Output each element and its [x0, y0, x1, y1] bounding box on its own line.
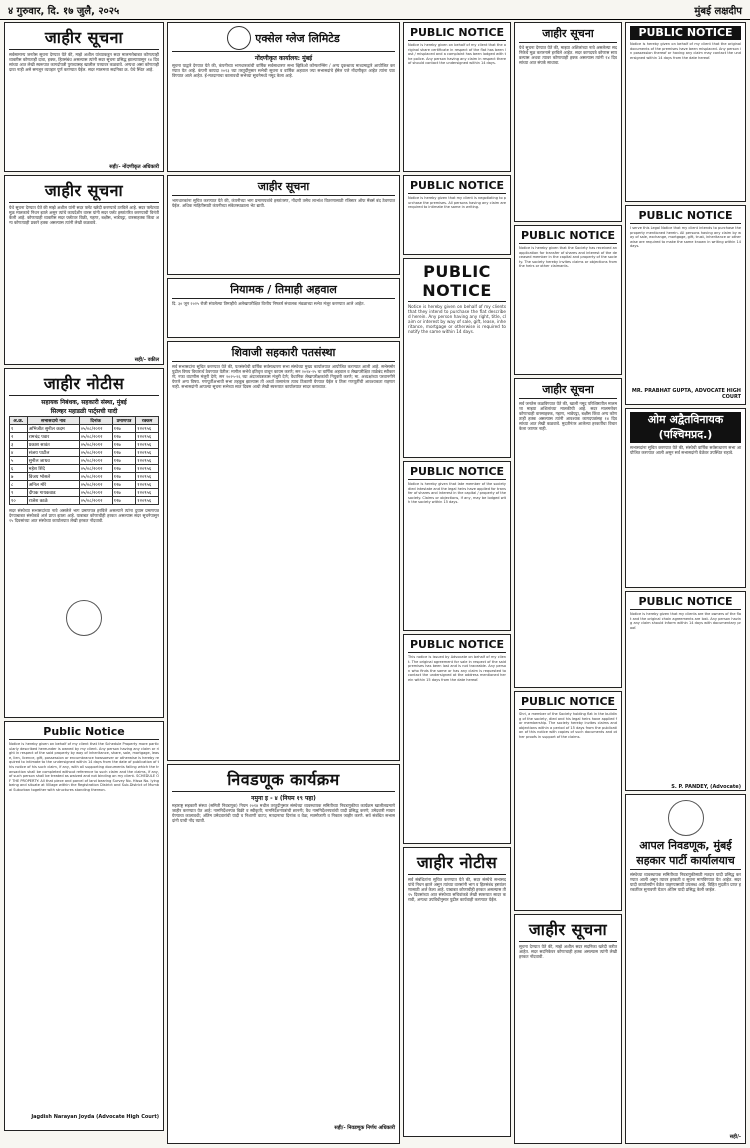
notice-3-table-title: सिल्व्हर महाडळी पार्ट्सची यादी [50, 408, 118, 415]
ad-5-body: महाराष्ट्र सहकारी संस्था (समिती निवडणूक) नियम २०१४ मधील तरतुदीनुसार संस्थेच्या व्यवस्थापक समितीच्या निवडणुकीचा कार्यक्रम खालीलप्रमाणे जाहीर करण्यात येत आहे: नामनिर्देशनपत्र विक्री व स्वीकृती; नामनिर्देशनपत्रांची छाननी; वैध नामनिर्देशनपत्रांची यादी प्रसिद्ध करणे; उमेदवारी माघार घेण्याचा कालावधी; अंतिम उमेदवारांची यादी व निशाणी वाटप; मतदानाचा दिनांक व वेळ; मतमोजणी व निकाल जाहीर करणे. सर्व संबंधित सभासदांनी याची नोंद घ्यावी. [172, 803, 395, 823]
newspaper-brand: मुंबई लक्षदीप [694, 5, 742, 17]
ad-1-title-text: एक्सेल ग्लेज लिमिटेड [255, 31, 340, 45]
notice-p2 [403, 175, 511, 255]
notice-4-signature: Jagdish Narayan Joyda (Advocate High Court) [31, 1114, 159, 1120]
table-cell: ६ [10, 465, 28, 473]
column-2 [167, 22, 400, 1144]
notice-p4-body: This notice is issued by Advocate on behalf of my client. The original agreement for sale in respect of the said premises has been lost and is not traceable. Any person who finds the same or has any claim is requested to contact the undersigned at the address mentioned herein within 15 days from the date hereof. [408, 655, 506, 682]
table-cell: रामचंद्र पवार [27, 433, 79, 441]
table-cell: १२७ [112, 425, 136, 433]
table-row [10, 433, 159, 441]
notice-r4-signature: S. P. PANDEY, (Advocate) [671, 784, 741, 790]
table-cell: ८ [10, 481, 28, 489]
table-cell: १२०९५६ [136, 481, 159, 489]
notice-p4 [403, 634, 511, 844]
table-cell: १ [10, 425, 28, 433]
notice-r1 [625, 22, 746, 202]
column-5 [625, 22, 746, 1144]
page-header [0, 0, 750, 20]
table-cell: प्रकाश सावंत [27, 441, 79, 449]
notice-q1 [514, 22, 622, 222]
table-cell: संजय पाटील [27, 449, 79, 457]
column-4 [514, 22, 622, 1144]
emblem-seal [668, 800, 704, 836]
notice-q2-body: Notice is hereby given that the Society has received an application for transfer of shares and interest of the deceased member in the capital and property of the society. The society hereby invites claims or objections from the heirs or other claimants. [519, 246, 617, 269]
table-cell: १२०९५६ [136, 489, 159, 497]
notice-p4-title: PUBLIC NOTICE [409, 638, 505, 651]
notice-q3-title: जाहीर सूचना [519, 382, 617, 399]
notice-p2-title: PUBLIC NOTICE [409, 179, 505, 192]
notice-q4 [514, 691, 622, 911]
notice-p5-body: सर्व संबंधितांना सूचित करण्यात येते की, सदर संस्थेचे सभासद यांचे निधन झाले असून त्यांच्या वारसांनी भाग व हितसंबंध हस्तांतरणासाठी अर्ज केला आहे. याबाबत कोणाचीही हरकत असल्यास ती १५ दिवसांच्या आत संस्थेच्या सचिवांकडे लेखी स्वरूपात सादर करावी, अन्यथा उपविधीनुसार पुढील कार्यवाही करण्यात येईल. [408, 877, 507, 902]
notice-p5 [403, 847, 511, 1137]
notice-r2-title: PUBLIC NOTICE [630, 209, 741, 224]
company-logo [227, 26, 251, 50]
ad-2 [167, 175, 400, 275]
notice-r2-body: I serve this Legal Notice that my client intends to purchase the property mentioned herein. All persons having any claim by way of sale, exchange, mortgage, gift, trust, inheritance or otherwise are required to make the same known in writing within 14 days. [630, 226, 741, 249]
table-cell: १० [10, 497, 28, 505]
notice-big [403, 258, 511, 458]
notice-r2 [625, 205, 746, 405]
notice-r5 [625, 794, 746, 1144]
table-cell: १२७ [112, 457, 136, 465]
table-cell: राजेश काळे [27, 497, 79, 505]
notice-r4-body: Notice is hereby given that my clients are the owners of the flat and the original chain agreements are lost. Any person having any claim should inform within 14 days with documentary proof. [630, 612, 741, 630]
notice-q4-body: Shri, a member of the Society holding flat in the building of the society, died and his legal heirs have applied for membership. The society hereby invites claims and objections within a period of 15 days from the publication of this notice with copies of such documents and other proofs in support of the claims. [519, 712, 617, 739]
notice-r5-signature: सही/- [729, 1134, 741, 1140]
table-cell: ३ [10, 441, 28, 449]
ad-3-title: नियामक / तिमाही अहवाल [172, 282, 395, 299]
table-cell: १२०९५६ [136, 497, 159, 505]
table-cell: १२०९५६ [136, 457, 159, 465]
notice-3-title: जाहीर नोटीस [9, 372, 159, 396]
table-row [10, 441, 159, 449]
table-cell: १२७ [112, 473, 136, 481]
ad-5-subtitle: नमुना इ - ४ (नियम १९ पहा) [251, 795, 316, 802]
table-cell: ०५/०८/२०१२ [79, 441, 112, 449]
table-cell: १२०९५६ [136, 473, 159, 481]
notice-r4-title: PUBLIC NOTICE [630, 595, 741, 610]
notice-big-body: Notice is hereby given on behalf of my clients that they intend to purchase the flat described herein. Any person having any right, title, claim or interest by way of sale, gift, lease, inheritance, mortgage or otherwise is required to notify the same within 14 days. [408, 304, 506, 334]
notice-r3 [625, 408, 746, 588]
notice-3-subtitle: सहायक निबंधक, सहकारी संस्था, मुंबई [41, 399, 127, 406]
table-cell: ७ [10, 473, 28, 481]
notice-r3-title: ओम अद्वैतविनायक (पश्चिमप्रद.) [630, 412, 741, 443]
table-cell: १२०९५६ [136, 433, 159, 441]
notice-r5-body: संस्थेच्या व्यवस्थापक समितीच्या निवडणुकीसाठी मतदार यादी प्रसिद्ध करण्यात आली असून त्यावर हरकती व सूचना मागविण्यात येत आहेत. सदर यादी कार्यालयीन वेळेत पाहण्यासाठी उपलब्ध आहे. विहित मुदतीत प्राप्त हरकतींवर सुनावणी घेऊन अंतिम यादी प्रसिद्ध केली जाईल. [630, 872, 741, 892]
page-label: ४ गुरुवार, दि. १७ जुलै, २०२५ [8, 5, 120, 17]
notice-q5-body: सूचना देण्यात येते की, माझे अशील सदर सदनिका खरेदी करीत आहेत. सदर सदनिकेवर कोणाचाही हक्क असल्यास त्यांनी लेखी हरकत नोंदवावी. [519, 944, 617, 959]
table-row [10, 425, 159, 433]
notice-3-body: सदर संस्थेच्या सभासदांच्या नावे असलेले भाग प्रमाणपत्र हरविले असल्याने त्यांना दुय्यम प्रमाणपत्र देण्याबाबत संस्थेकडे अर्ज प्राप्त झाला आहे. याबाबत कोणाचीही हरकत असल्यास सदर सूचनेपासून १५ दिवसांच्या आत संस्थेच्या कार्यालयात लेखी हरकत नोंदवावी. [9, 508, 159, 523]
table-cell: १२७ [112, 449, 136, 457]
table-cell: १२७ [112, 489, 136, 497]
notice-q1-title: जाहीर सूचना [519, 26, 617, 43]
notice-1-body: सर्वसामान्य जनतेस सूचना देण्यात येते की, माझे अशील यांच्याकडून सदर मालमत्तेबाबत कोणत्याही व्यक्तीस कोणताही दावा, हक्क, हितसंबंध असल्यास त्यांनी सदर सूचना प्रसिद्ध झाल्यापासून १४ दिवसांच्या आत लेखी स्वरूपात कागदोपत्री पुराव्यासह खालील पत्त्यावर कळवावे. अन्यथा असा कोणताही दावा नाही असे समजून व्यवहार पूर्ण करण्यात येईल. सदर मालमत्ता सदनिका क्र. येथे स्थित आहे. [9, 52, 159, 72]
notice-2-body: येथे सूचना देण्यात येते की माझे अशील यांनी सदर फ्लॅट खरेदी करण्याचे ठरविले आहे. सदर फ्लॅटच्या मूळ मालकाचे निधन झाले असून त्यांचे कायदेशीर वारस यांनी सदर फ्लॅट हस्तांतरित करण्याची विनंती केली आहे. कोणत्याही व्यक्तीस सदर फ्लॅटवर विक्री, गहाण, बक्षीस, भाडेपट्टा, वारसाहक्क किंवा अन्य कोणत्याही प्रकारे हक्क असल्यास त्यांनी लेखी कळवावे. [9, 205, 159, 225]
table-row [10, 481, 159, 489]
official-seal [66, 600, 102, 636]
table-cell: ०५/०८/२०१२ [79, 497, 112, 505]
table-row [10, 473, 159, 481]
table-cell: विजय भोसले [27, 473, 79, 481]
notice-big-title: PUBLIC NOTICE [408, 262, 506, 302]
table-cell: ०५/०८/२०१२ [79, 481, 112, 489]
notice-r2-signature: MR. PRABHAT GUPTA, ADVOCATE HIGH COURT [631, 388, 741, 400]
notice-p1 [403, 22, 511, 172]
notice-p3 [403, 461, 511, 631]
ad-5 [167, 764, 400, 1144]
table-cell: अनिल मोरे [27, 481, 79, 489]
table-cell: १२७ [112, 433, 136, 441]
table-row [10, 457, 159, 465]
ad-1-subtitle: नोंदणीकृत कार्यालय: मुंबई [254, 55, 313, 62]
notice-r3-body: सभासदांना सूचित करण्यात येते की, संस्थेची वार्षिक सर्वसाधारण सभा आयोजित करण्यात आली असून सर्व सभासदांनी वेळेवर उपस्थित राहावे. [630, 445, 741, 455]
table-cell: १२०९५६ [136, 441, 159, 449]
table-cell: ०५/०८/२०१२ [79, 425, 112, 433]
table-row [10, 489, 159, 497]
table-row [10, 497, 159, 505]
table-cell: १२०९५६ [136, 449, 159, 457]
column-1 [4, 22, 164, 1144]
table-header-cell: सभासदाचे नाव [27, 417, 79, 425]
table-cell: ९ [10, 489, 28, 497]
notice-q4-title: PUBLIC NOTICE [520, 695, 616, 708]
ad-3-body: दि. ३० जून २०२५ रोजी संपलेल्या तिमाहीचे अलेखापरीक्षित वित्तीय निष्कर्ष संचालक मंडळाच्या सभेत मंजूर करण्यात आले आहेत. [172, 301, 365, 306]
table-header-cell: रक्कम [136, 417, 159, 425]
notice-q2 [514, 225, 622, 375]
notice-q5-title: जाहीर सूचना [519, 918, 617, 942]
ad-5-signature: सही/- निवडणूक निर्णय अधिकारी [334, 1125, 395, 1131]
notice-4-body: Notice is hereby given on behalf of my client that the Schedule Property more particularly described hereunder is owned by my client. Any person having any claim or right in respect of the said property by way of inheritance, share, sale, mortgage, lease, lien, licence, gift, possession or encumbrance howsoever or otherwise is hereby required to intimate to the undersigned within 14 days from the date of publication of this notice of his such claim, if any, with all supporting documents failing which the transaction shall be completed without reference to such claim and the claims, if any, of such person shall be treated as waived and not binding on my client. SCHEDULE OF THE PROPERTY: All that piece and parcel of land bearing Survey No. Hissa No. lying being and situate at Village within the Registration District and Sub-District of Mumbai Suburban together with structures standing thereon. [9, 742, 159, 792]
ad-5-title: निवडणूक कार्यक्रम [172, 768, 395, 792]
table-cell: ०५/०८/२०१२ [79, 489, 112, 497]
table-cell: ०५/०८/२०१२ [79, 457, 112, 465]
table-cell: महेश शिंदे [27, 465, 79, 473]
notice-r1-title: PUBLIC NOTICE [630, 26, 741, 40]
ad-4 [167, 341, 400, 761]
table-cell: ०५/०८/२०१२ [79, 465, 112, 473]
table-cell: ५ [10, 457, 28, 465]
ad-1-body: सूचना याद्वारे देण्यात येते की, कंपनीच्या भागधारकांची वार्षिक सर्वसाधारण सभा व्हिडिओ कॉन्फरन्सिंग / अन्य दृकश्राव्य माध्यमाद्वारे आयोजित करण्यात येत आहे. कंपनी कायदा २०१३ च्या तरतुदींनुसार सभेची सूचना व वार्षिक अहवाल ज्या सभासदांचे ईमेल पत्ते नोंदणीकृत आहेत त्यांना पाठविण्यात आले आहेत. ई-मतदानाचा कालावधी सभेच्या सूचनेमध्ये नमूद केला आहे. [172, 63, 395, 78]
table-cell: १२०९५६ [136, 465, 159, 473]
table-row [10, 465, 159, 473]
notice-p3-title: PUBLIC NOTICE [409, 465, 505, 478]
notice-q5 [514, 914, 622, 1144]
table-row [10, 449, 159, 457]
notice-p5-title: जाहीर नोटीस [408, 851, 506, 875]
table-header-cell: अ.क्र. [10, 417, 28, 425]
table-header-cell: दिनांक [79, 417, 112, 425]
notice-r4 [625, 591, 746, 791]
members-table [9, 416, 159, 505]
notice-q3-body: सर्व जनतेस कळविण्यात येते की, खाली नमूद परिशिष्टातील मालमत्ता माझ्या अशिलांच्या मालकीची आहे. सदर मालमत्तेवर कोणाचाही वारसाहक्क, गहाण, भाडेपट्टा, बक्षीस किंवा अन्य कोणताही हक्क असल्यास त्यांनी आवश्यक कागदपत्रांसह १४ दिवसांच्या आत लेखी कळवावे. मुदतीनंतर आलेल्या हरकतींचा विचार केला जाणार नाही. [519, 401, 617, 431]
table-cell: १२०९५६ [136, 425, 159, 433]
ad-1-title [172, 26, 395, 52]
notice-r5-title: आपल निवडणूक, मुंबई सहकार पार्टी कार्यालयाच [630, 838, 741, 870]
notice-4 [4, 721, 164, 1131]
notice-p1-title: PUBLIC NOTICE [409, 26, 505, 39]
ad-4-title: शिवाजी सहकारी पतसंस्था [172, 345, 395, 362]
notice-2-signature: सही/- वकील [134, 357, 159, 363]
table-cell: ४ [10, 449, 28, 457]
table-cell: ०५/०८/२०१२ [79, 433, 112, 441]
notice-3 [4, 368, 164, 718]
ad-2-title: जाहीर सूचना [172, 179, 395, 196]
table-cell: १२७ [112, 481, 136, 489]
notice-1 [4, 22, 164, 172]
notice-q3 [514, 378, 622, 688]
notice-2-title: जाहीर सूचना [9, 179, 159, 203]
table-cell: १२७ [112, 497, 136, 505]
ad-2-body: भागधारकांना सूचित करण्यात येते की, कंपनीच्या भाग प्रमाणपत्रांचे हस्तांतरण, नोंदणी तसेच लाभांश वितरणासाठी रजिस्टर ऑफ मेंबर्स बंद ठेवण्यात येईल. अधिक माहितीसाठी कंपनीच्या संकेतस्थळाला भेट द्यावी. [172, 198, 395, 208]
notice-r1-body: Notice is hereby given on behalf of my client that the original documents of the premises have been misplaced. Any person in possession thereof or having any claim may contact the undersigned within 14 days from the date hereof. [630, 42, 741, 60]
notice-q1-body: येथे सूचना देण्यात येते की, माझ्या अशिलांच्या नावे असलेल्या सदनिकेचे मूळ करारनामे हरविले आहेत. सदर कागदपत्रे कोणास सापडल्यास अथवा त्यावर कोणाचाही हक्क असल्यास त्यांनी १४ दिवसांच्या आत संपर्क साधावा. [519, 45, 617, 65]
table-cell: ०५/०८/२०१२ [79, 473, 112, 481]
table-cell: १२७ [112, 441, 136, 449]
notice-p3-body: Notice is hereby given that late member of the society died intestate and the legal heirs have applied for transfer of shares and interest in the capital / property of the society. Claims or objections, if any, may be lodged with the society within 15 days. [408, 482, 506, 505]
notice-4-title: Public Notice [9, 725, 159, 740]
table-cell: ०५/०८/२०१२ [79, 449, 112, 457]
ad-4-body: सर्व सभासदांना सूचित करण्यात येते की, पतसंस्थेची वार्षिक सर्वसाधारण सभा संस्थेच्या मुख्य कार्यालयात आयोजित करण्यात आली आहे. सभेसमोर पुढील विषय विचारार्थ ठेवण्यात येतील: मागील सभेचे इतिवृत्त वाचून कायम करणे; सन २०२४-२५ चा वार्षिक अहवाल व लेखापरीक्षित ताळेबंद स्वीकारणे; नफा वाटणीस मंजुरी देणे; सन २०२५-२६ च्या अंदाजपत्रकास मंजुरी देणे; वैधानिक लेखापरीक्षकांची नियुक्ती करणे; मा. अध्यक्षांच्या परवानगीने येणारे अन्य विषय. गणपूर्तीअभावी सभा तहकूब झाल्यास ती अर्ध्या तासानंतर त्याच ठिकाणी घेण्यात येईल व तिला गणपूर्तीची आवश्यकता राहणार नाही. सभासदांनी आपल्या सूचना सभेच्या सात दिवस आधी लेखी स्वरूपात कार्यालयात सादर कराव्यात. [172, 364, 395, 389]
ad-3 [167, 278, 400, 338]
ad-1 [167, 22, 400, 172]
notice-1-signature: सही/- नोंदणीकृत अधिकारी [109, 164, 159, 170]
table-cell: दीपक गायकवाड [27, 489, 79, 497]
column-3 [403, 22, 511, 1144]
notice-2 [4, 175, 164, 365]
notice-1-title: जाहीर सूचना [9, 26, 159, 50]
notice-p1-body: Notice is hereby given on behalf of my client that the original share certificate in respect of the flat has been lost / misplaced and a complaint has been lodged with the police. Any person having any claim in respect thereof should contact the undersigned within 14 days. [408, 43, 506, 66]
notice-q2-title: PUBLIC NOTICE [520, 229, 616, 242]
table-header-cell: प्रमाणपत्र [112, 417, 136, 425]
notice-p2-body: Notice is hereby given that my client is negotiating to purchase the premises. All persons having any claim are required to intimate the same in writing. [408, 196, 506, 210]
table-cell: २ [10, 433, 28, 441]
table-cell: अभिजीत सुनील कदम [27, 425, 79, 433]
table-cell: सुनील जाधव [27, 457, 79, 465]
table-cell: १२७ [112, 465, 136, 473]
